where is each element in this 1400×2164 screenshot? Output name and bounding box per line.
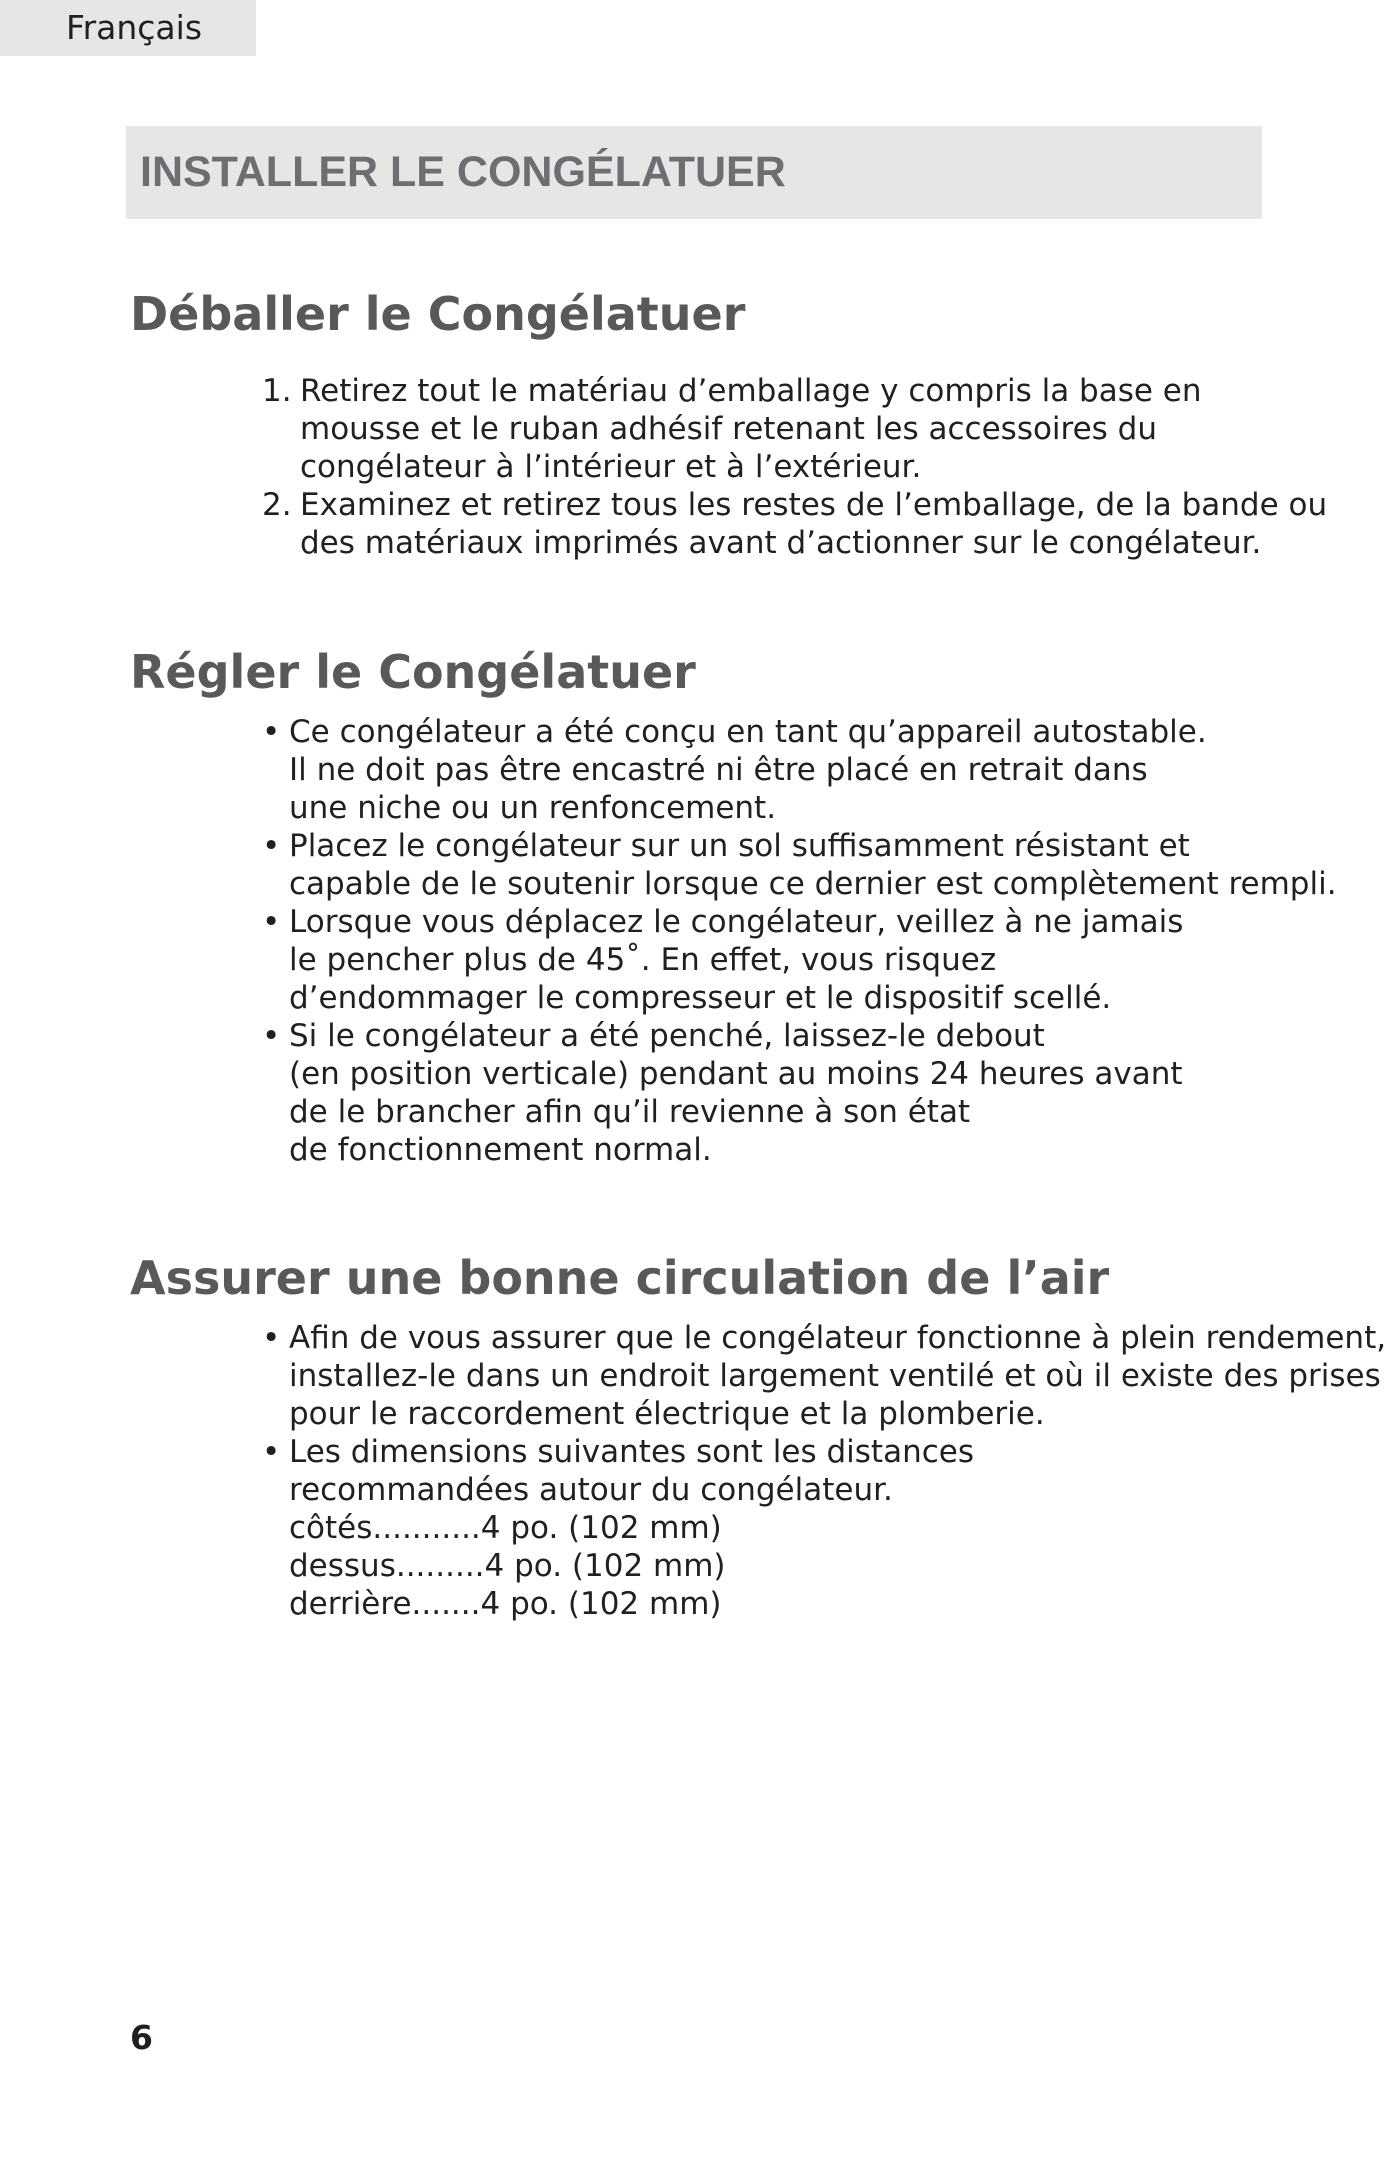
list-marker: 2.	[262, 487, 292, 523]
list-marker: •	[262, 714, 281, 750]
list-marker: •	[262, 1320, 281, 1356]
section-title-unpacking: Déballer le Congélatuer	[130, 287, 746, 341]
section-title-leveling: Régler le Congélatuer	[130, 645, 696, 699]
list-marker: •	[262, 1018, 281, 1054]
list-item	[262, 486, 1328, 562]
section-title-air-circulation: Assurer une bonne circulation de l’air	[130, 1251, 1110, 1305]
text-line: de le brancher afin qu’il revienne à son état	[289, 1094, 971, 1130]
chapter-banner: INSTALLER LE CONGÉLATUER	[126, 126, 1262, 219]
text-line: Il ne doit pas être encastré ni être placé en retrait dans	[289, 752, 1148, 788]
list-marker: 1.	[262, 373, 292, 409]
list-item	[262, 903, 1262, 1017]
text-line: Afin de vous assurer que le congélateur fonctionne à plein rendement,	[289, 1320, 1387, 1356]
leveling-bullets	[262, 713, 1337, 1169]
list-item	[262, 372, 1262, 486]
text-line: côtés...........4 po. (102 mm)	[289, 1510, 722, 1546]
list-marker: •	[262, 904, 281, 940]
text-line: capable de le soutenir lorsque ce dernier est complètement rempli.	[289, 866, 1337, 902]
list-item	[262, 1433, 1262, 1623]
list-marker: •	[262, 828, 281, 864]
text-line: congélateur à l’intérieur et à l’extérieur.	[300, 449, 922, 485]
text-line: (en position verticale) pendant au moins 24 heures avant	[289, 1056, 1183, 1092]
text-line: Lorsque vous déplacez le congélateur, veillez à ne jamais	[289, 904, 1184, 940]
list-marker: •	[262, 1434, 281, 1470]
text-line: une niche ou un renfoncement.	[289, 790, 777, 826]
text-line: pour le raccordement électrique et la plomberie.	[289, 1396, 1045, 1432]
text-line: Les dimensions suivantes sont les distances	[289, 1434, 974, 1470]
text-line: le pencher plus de 45˚. En effet, vous risquez	[289, 942, 997, 978]
text-line: des matériaux imprimés avant d’actionner sur le congélateur.	[300, 525, 1262, 561]
unpacking-steps	[262, 372, 1328, 562]
list-item	[262, 827, 1337, 903]
text-line: installez-le dans un endroit largement ventilé et où il existe des prises	[289, 1358, 1381, 1394]
list-item	[262, 1319, 1387, 1433]
text-line: Examinez et retirez tous les restes de l’emballage, de la bande ou	[300, 487, 1328, 523]
list-item	[262, 1017, 1262, 1169]
text-line: Placez le congélateur sur un sol suffisamment résistant et	[289, 828, 1190, 864]
text-line: Retirez tout le matériau d’emballage y compris la base en	[300, 373, 1202, 409]
air-circulation-bullets	[262, 1319, 1387, 1623]
text-line: Ce congélateur a été conçu en tant qu’appareil autostable.	[289, 714, 1207, 750]
text-line: dessus.........4 po. (102 mm)	[289, 1548, 726, 1584]
text-line: Si le congélateur a été penché, laissez-le debout	[289, 1018, 1045, 1054]
list-item	[262, 713, 1262, 827]
text-line: recommandées autour du congélateur.	[289, 1472, 893, 1508]
text-line: mousse et le ruban adhésif retenant les accessoires du	[300, 411, 1158, 447]
text-line: de fonctionnement normal.	[289, 1132, 712, 1168]
language-tab: Français	[0, 0, 256, 56]
text-line: derrière.......4 po. (102 mm)	[289, 1586, 722, 1622]
text-line: d’endommager le compresseur et le dispositif scellé.	[289, 980, 1112, 1016]
page-number: 6	[130, 2018, 153, 2057]
